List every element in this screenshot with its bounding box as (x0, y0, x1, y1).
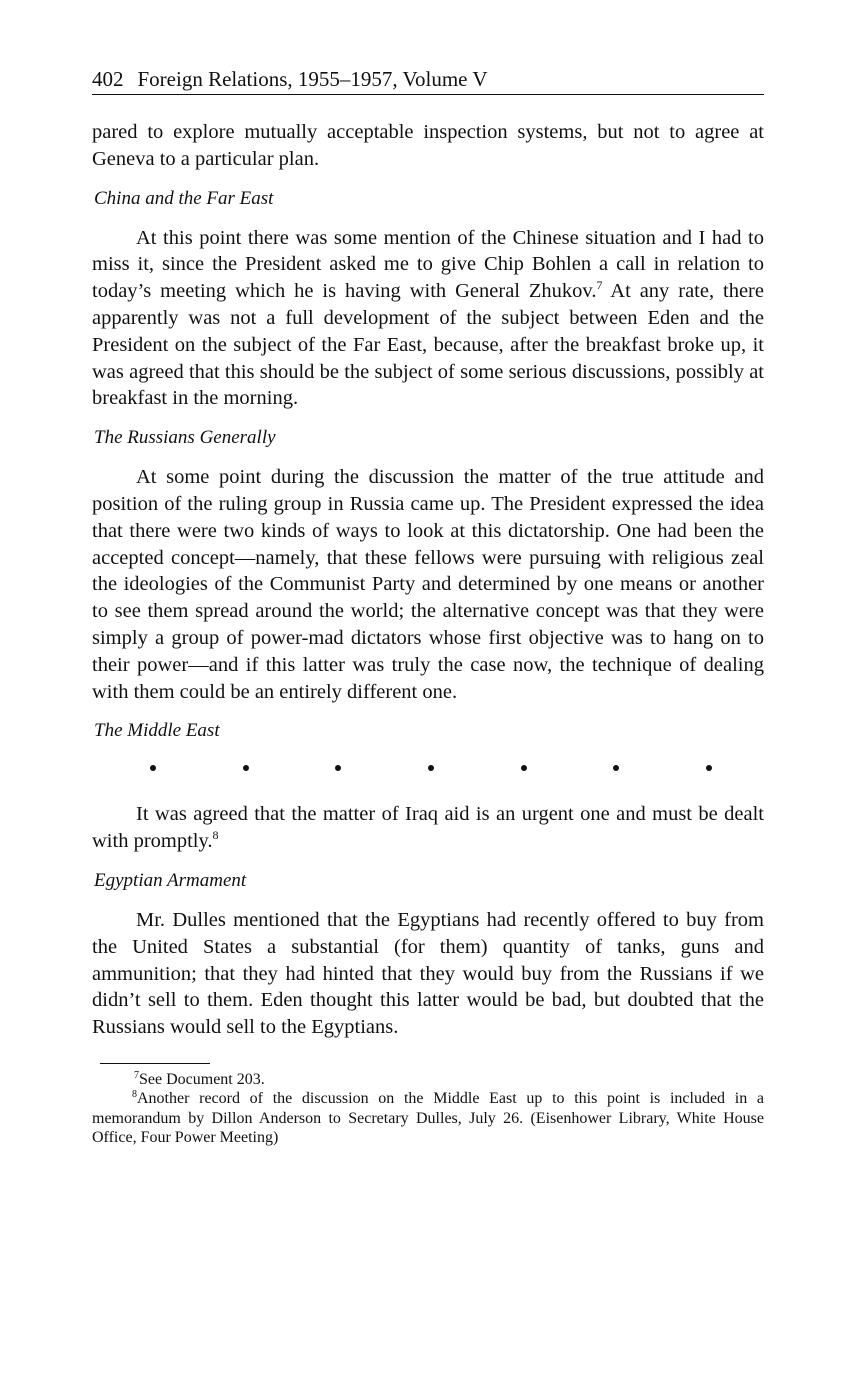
footnote-7 (92, 1070, 764, 1090)
heading-china-far-east: China and the Far East (94, 187, 274, 209)
heading-middle-east: The Middle East (94, 720, 220, 742)
footnote-text: See Document 203. (139, 1070, 265, 1088)
ellipsis-dot (521, 765, 527, 771)
page-number: 402 (92, 67, 124, 91)
ellipsis-dot (706, 765, 712, 771)
ellipsis-dot (150, 765, 156, 771)
footnote-marker: 7 (134, 1069, 139, 1081)
heading-egyptian-armament: Egyptian Armament (94, 869, 247, 891)
paragraph-china-text-a: At this point there was some mention of the Chinese situation and I had to miss it, since the President asked me to give Chip Bohlen a call in relation to today’s meeting which he is having with General Zhukov. (92, 226, 764, 303)
footnote-ref-7[interactable]: 7 (596, 278, 603, 293)
paragraph-china (92, 225, 764, 413)
paragraph-iraq (92, 801, 764, 855)
footnote-divider (100, 1063, 210, 1064)
ellipsis-dot (335, 765, 341, 771)
omission-ellipsis (150, 765, 712, 771)
paragraph-egypt: Mr. Dulles mentioned that the Egyptians had recently offered to buy from the United States a substantial (for them) quantity of tanks, guns and ammunition; that they had hinted that they would buy from the Russians if we didn’t sell to them. Eden thought this latter would be bad, but doubted that the Russians would sell to the Egyptians. (92, 908, 764, 1039)
heading-russians-generally: The Russians Generally (94, 427, 276, 449)
paragraph-continued: pared to explore mutually acceptable inspection systems, but not to agree at Geneva to a particular plan. (92, 121, 764, 170)
running-head (92, 66, 764, 95)
footnote-marker: 8 (132, 1089, 137, 1101)
ellipsis-dot (613, 765, 619, 771)
volume-title: Foreign Relations, 1955–1957, Volume V (137, 67, 488, 91)
paragraph-russians: At some point during the discussion the matter of the true attitude and position of the ruling group in Russia came up. The President expressed the idea that there were two kinds of ways to look at this dictatorship. One had been the accepted concept—namely, that these fellows were pursuing with religious zeal the ideologies of the Communist Party and determined by one means or another to see them spread around the world; the alternative concept was that they were simply a group of power-mad dictators whose first objective was to hang on to their power—and if this latter was truly the case now, the technique of dealing with them could be an entirely different one. (92, 466, 764, 703)
paragraph-china-text-b: At any rate, there apparently was not a full development of the subject between Eden and the President on the subject of the Far East, because, after the breakfast broke up, it was agreed that this should be the subject of some serious discussions, possibly at breakfast in the morning. (92, 280, 764, 410)
document-page (92, 66, 764, 1148)
footnote-text: Another record of the discussion on the Middle East up to this point is included in a memorandum by Dillon Anderson to Secretary Dulles, July 26. (Eisenhower Library, White House Office, Four Power Meeting) (92, 1090, 764, 1147)
ellipsis-dot (428, 765, 434, 771)
footnote-8 (92, 1089, 764, 1148)
ellipsis-dot (243, 765, 249, 771)
footnote-ref-8[interactable]: 8 (212, 828, 219, 843)
paragraph-iraq-text: It was agreed that the matter of Iraq aid is an urgent one and must be dealt with promptly. (92, 803, 764, 853)
